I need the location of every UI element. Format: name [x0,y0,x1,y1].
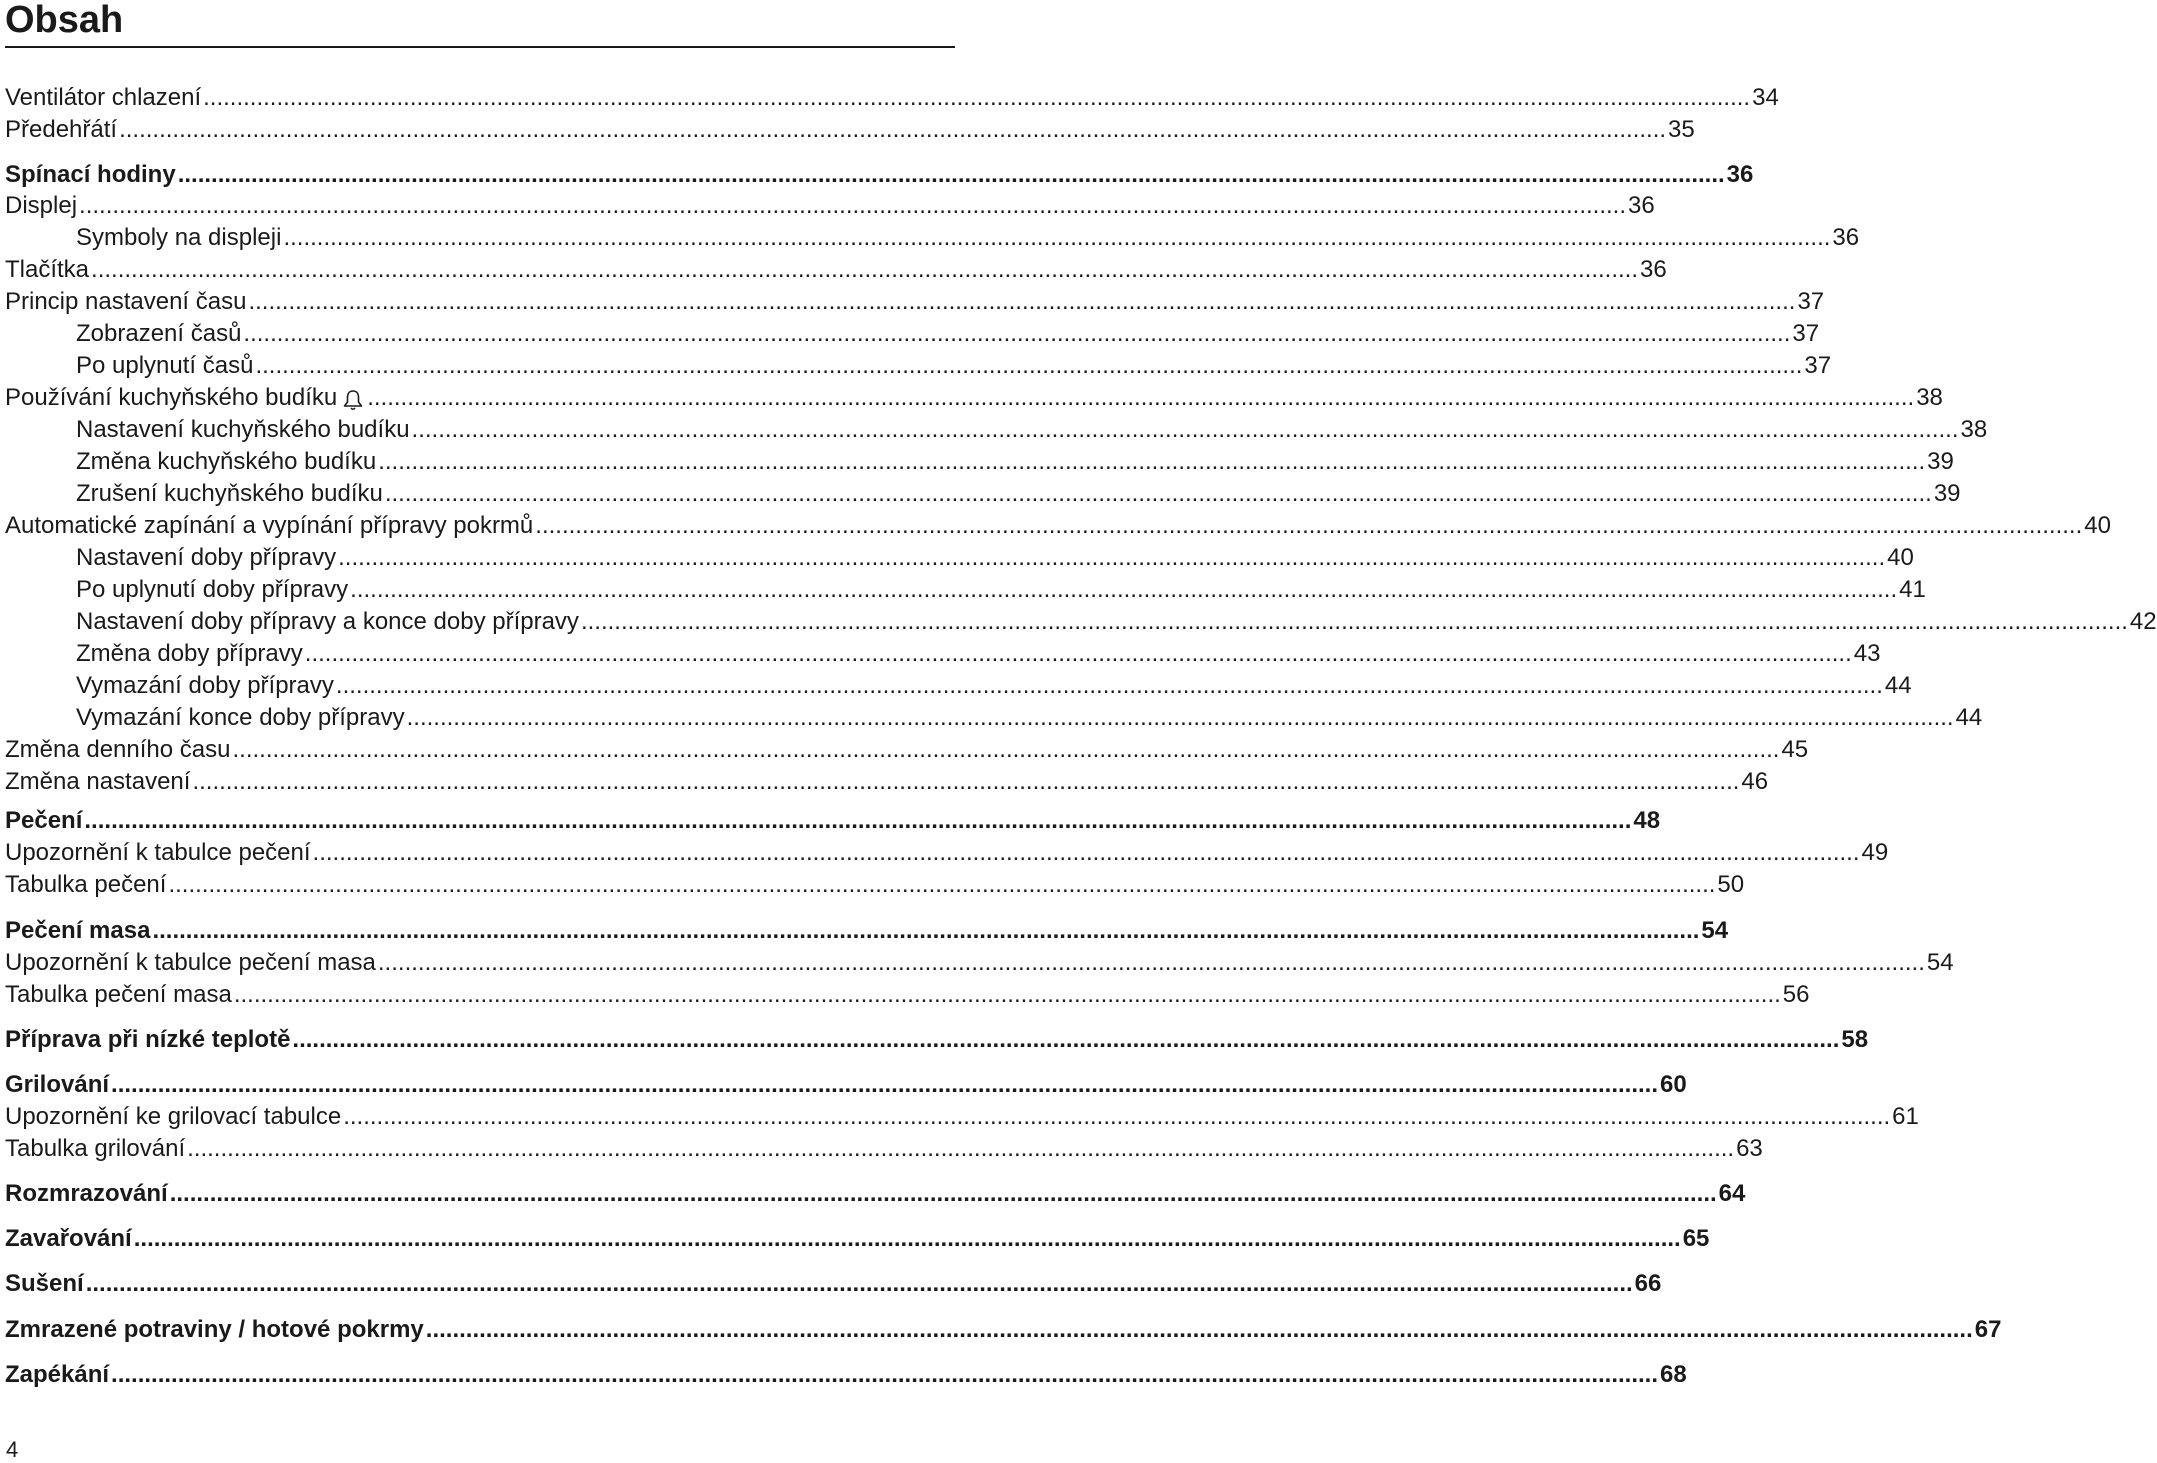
toc-entry[interactable] [0,316,1820,348]
toc-leader-dots [535,512,2082,540]
toc-entry-page: 44 [1884,672,1912,699]
toc-leader-dots [378,949,1925,977]
toc-entry-label: Upozornění ke grilovací tabulce [5,1103,342,1130]
toc-leader-dots [350,576,1897,604]
toc-leader-dots [134,1225,1681,1253]
toc-entry-label: Používání kuchyňského budíku [5,384,338,411]
toc-leader-dots [84,807,1631,835]
toc-leader-dots [178,161,1725,189]
toc-entry[interactable] [0,1221,1710,1253]
toc-entry-page: 39 [1927,448,1954,475]
toc-leader-dots [152,917,1699,945]
toc-entry-label: Displej [5,192,78,219]
toc-entry[interactable] [0,508,2111,540]
toc-leader-dots [343,1103,1890,1131]
toc-leader-dots [232,736,1779,764]
toc-entry[interactable] [0,604,2157,636]
toc-entry[interactable] [0,803,1661,835]
toc-entry-page: 45 [1781,736,1809,763]
toc-entry[interactable] [0,764,1769,796]
toc-leader-dots [367,384,1914,412]
toc-entry-label: Změna denního času [5,736,231,763]
toc-leader-dots [338,544,1885,572]
toc-entry-label: Tabulka pečení [5,871,167,898]
toc-entry[interactable] [0,112,1695,144]
toc-entry-label: Vymazání doby přípravy [76,672,334,699]
toc-entry[interactable] [0,157,1754,189]
toc-entry-page: 42 [2129,608,2157,635]
toc-entry-label: Automatické zapínání a vypínání přípravy pokrmů [5,512,534,539]
toc-leader-dots [187,1135,1734,1163]
toc-entry[interactable] [0,945,1954,977]
toc-leader-dots [407,704,1954,732]
toc-entry[interactable] [0,636,1881,668]
toc-entry-page: 35 [1668,116,1695,143]
toc-entry[interactable] [0,540,1914,572]
toc-entry[interactable] [0,80,1779,112]
toc-entry-label: Předehřátí [5,116,118,143]
toc-entry[interactable] [0,1176,1746,1208]
toc-entry-page: 60 [1660,1071,1687,1098]
toc-entry-label: Princip nastavení času [5,288,247,315]
toc-leader-dots [192,768,1739,796]
toc-entry-label: Pečení [5,807,83,834]
toc-entry-label: Tlačítka [5,256,90,283]
toc-leader-dots [170,1180,1717,1208]
toc-entry[interactable] [0,913,1729,945]
toc-leader-dots [111,1071,1658,1099]
toc-leader-dots [292,1026,1839,1054]
toc-entry[interactable] [0,380,1943,412]
toc-entry-page: 63 [1736,1135,1763,1162]
toc-entry-label: Zobrazení časů [76,320,242,347]
toc-entry[interactable] [0,188,1655,220]
toc-entry[interactable] [0,220,1860,252]
toc-leader-dots [255,352,1802,380]
toc-entry-page: 36 [1832,224,1860,251]
toc-leader-dots [426,1316,1973,1344]
toc-entry-label: Rozmrazování [5,1180,168,1207]
toc-leader-dots [412,416,1959,444]
toc-entry-label: Grilování [5,1071,110,1098]
toc-leader-dots [248,288,1795,316]
toc-entry-label: Příprava při nízké teplotě [5,1026,291,1053]
toc-entry-label: Pečení masa [5,917,151,944]
toc-leader-dots [91,256,1638,284]
toc-leader-dots [168,871,1715,899]
toc-entry-page: 38 [1916,384,1943,411]
toc-entry-label: Po uplynutí doby přípravy [76,576,349,603]
toc-entry-page: 58 [1841,1026,1869,1053]
toc-leader-dots [119,116,1666,144]
toc-entry[interactable] [0,1022,1869,1054]
toc-entry-label: Tabulka pečení masa [5,981,232,1008]
toc-entry[interactable] [0,668,1912,700]
toc-entry-page: 38 [1960,416,1988,443]
toc-entry-page: 66 [1634,1270,1662,1297]
toc-entry[interactable] [0,252,1667,284]
toc-entry[interactable] [0,700,1983,732]
toc-entry[interactable] [0,1312,2002,1344]
toc-entry-label: Spínací hodiny [5,161,176,188]
toc-entry-label: Nastavení doby přípravy [76,544,337,571]
toc-entry[interactable] [0,835,1889,867]
toc-entry-page: 39 [1933,480,1961,507]
toc-leader-dots [86,1270,1633,1298]
bell-icon [341,388,365,412]
toc-entry-label: Nastavení doby přípravy a konce doby přípravy [76,608,579,635]
toc-entry-label: Sušení [5,1270,84,1297]
toc-entry-label: Upozornění k tabulce pečení masa [5,949,376,976]
toc-entry[interactable] [0,412,1988,444]
toc-entry[interactable] [0,284,1825,316]
toc-entry[interactable] [0,732,1809,764]
toc-leader-dots [378,448,1925,476]
title-divider [5,46,955,48]
toc-entry-label: Vymazání konce doby přípravy [76,704,405,731]
toc-leader-dots [243,320,1790,348]
toc-entry-page: 68 [1660,1361,1687,1388]
toc-leader-dots [581,608,2128,636]
page-number: 4 [6,1437,19,1462]
toc-entry-label: Zavařování [5,1225,132,1252]
toc-entry-label: Tabulka grilování [5,1135,186,1162]
toc-entry-page: 54 [1926,949,1954,976]
toc-entry[interactable] [0,444,1954,476]
toc-leader-dots [234,981,1781,1009]
toc-entry-page: 37 [1792,320,1820,347]
toc-entry-label: Zapékání [5,1361,110,1388]
toc-entry[interactable] [0,867,1745,899]
toc-entry[interactable] [0,1067,1687,1099]
toc-entry-page: 41 [1899,576,1926,603]
toc-entry-page: 37 [1804,352,1832,379]
toc-entry-page: 37 [1797,288,1825,315]
toc-entry[interactable] [0,1357,1687,1389]
toc-entry-page: 40 [2084,512,2111,539]
toc-entry-label: Symboly na displeji [76,224,282,251]
toc-entry-label: Ventilátor chlazení [5,84,202,111]
toc-entry[interactable] [0,1099,1919,1131]
toc-entry-page: 46 [1741,768,1769,795]
toc-entry-label: Po uplynutí časů [76,352,254,379]
toc-entry-page: 49 [1861,839,1889,866]
toc-entry-page: 44 [1955,704,1983,731]
toc-entry-page: 36 [1640,256,1667,283]
toc-entry[interactable] [0,1266,1662,1298]
toc-entry-page: 61 [1892,1103,1919,1130]
toc-leader-dots [79,192,1626,220]
toc-leader-dots [111,1361,1658,1389]
toc-entry-label: Zrušení kuchyňského budíku [76,480,383,507]
toc-leader-dots [203,84,1750,112]
toc-leader-dots [313,839,1860,867]
toc-entry-page: 65 [1682,1225,1710,1252]
toc-entry-page: 50 [1717,871,1745,898]
toc-entry-page: 54 [1701,917,1729,944]
toc-entry-page: 56 [1782,981,1810,1008]
toc-entry[interactable] [0,476,1961,508]
toc-entry-page: 36 [1628,192,1655,219]
toc-entry[interactable] [0,348,1832,380]
page-title: Obsah [5,0,124,41]
toc-entry-label: Zmrazené potraviny / hotové pokrmy [5,1316,424,1343]
toc-entry[interactable] [0,977,1810,1009]
toc-entry-label: Změna nastavení [5,768,191,795]
toc-entry-label: Nastavení kuchyňského budíku [76,416,410,443]
toc-leader-dots [305,640,1852,668]
toc-entry-label: Změna doby přípravy [76,640,303,667]
toc-entry-page: 43 [1853,640,1881,667]
toc-entry-label: Změna kuchyňského budíku [76,448,377,475]
toc-entry-page: 40 [1887,544,1914,571]
toc-entry-page: 34 [1752,84,1779,111]
toc-leader-dots [385,480,1932,508]
toc-entry-page: 64 [1718,1180,1746,1207]
toc-entry-page: 48 [1633,807,1661,834]
toc-entry[interactable] [0,1131,1763,1163]
toc-leader-dots [283,224,1830,252]
toc-entry-page: 36 [1726,161,1754,188]
toc-entry-page: 67 [1974,1316,2002,1343]
toc-entry-label: Upozornění k tabulce pečení [5,839,311,866]
toc-entry[interactable] [0,572,1926,604]
toc-leader-dots [336,672,1883,700]
